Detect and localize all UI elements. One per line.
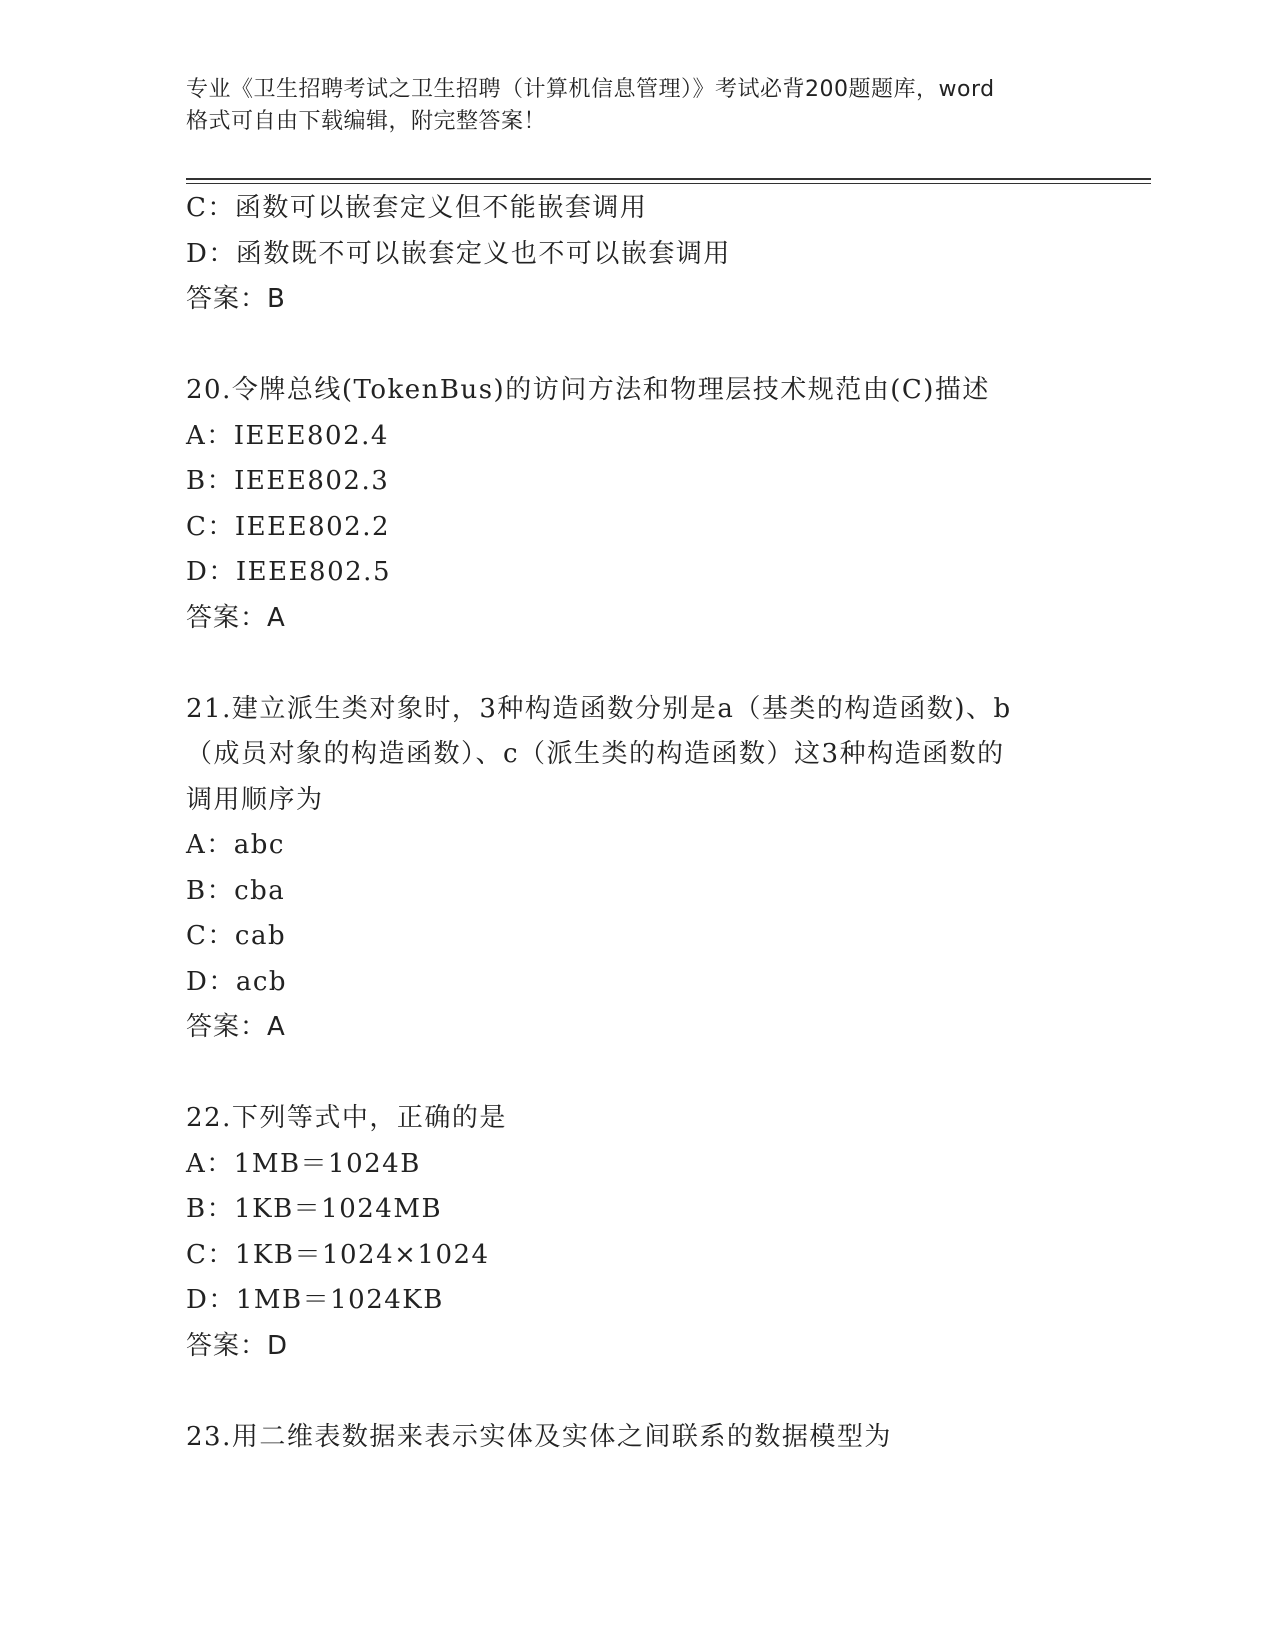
- question-23: [186, 1415, 1086, 1461]
- question-21: [186, 687, 1086, 1051]
- option-a: A：IEEE802.4: [186, 420, 389, 451]
- answer-line: 答案：D: [186, 1330, 289, 1361]
- option-b: B：1KB＝1024MB: [186, 1194, 443, 1224]
- answer-line: 答案：B: [186, 284, 286, 314]
- option-d: D：acb: [186, 966, 288, 997]
- spacer: [186, 1369, 1086, 1415]
- option-d: D：IEEE802.5: [186, 557, 391, 587]
- header-line-2: 格式可自由下载编辑，附完整答案！: [186, 109, 547, 134]
- header-divider-thin: [186, 183, 1151, 184]
- option-a: A：1MB＝1024B: [186, 1148, 421, 1179]
- question-stem-line-1: 21.建立派生类对象时，3种构造函数分别是a（基类的构造函数)、b: [186, 693, 1012, 724]
- option-c: C：1KB＝1024×1024: [186, 1239, 490, 1270]
- option-c: C：函数可以嵌套定义但不能嵌套调用: [186, 193, 648, 223]
- question-stem: 23.用二维表数据来表示实体及实体之间联系的数据模型为: [186, 1421, 892, 1452]
- question-list: [186, 186, 1086, 1460]
- spacer: [186, 641, 1086, 687]
- question-stem-line-3: 调用顺序为: [186, 784, 324, 815]
- answer-line: 答案：A: [186, 602, 286, 633]
- question-20: [186, 368, 1086, 641]
- answer-line: 答案：A: [186, 1012, 286, 1042]
- question-stem: 22.下列等式中，正确的是: [186, 1103, 507, 1133]
- document-header: [186, 74, 1086, 138]
- option-c: C：cab: [186, 921, 287, 951]
- option-b: B：cba: [186, 875, 286, 906]
- question-22: [186, 1096, 1086, 1369]
- spacer: [186, 1051, 1086, 1097]
- option-d: D：1MB＝1024KB: [186, 1285, 444, 1315]
- question-19-fragment: [186, 186, 1086, 323]
- option-a: A：abc: [186, 830, 285, 860]
- question-stem-line-2: （成员对象的构造函数）、c（派生类的构造函数）这3种构造函数的: [186, 739, 1005, 769]
- option-b: B：IEEE802.3: [186, 466, 390, 496]
- question-stem: 20.令牌总线(TokenBus)的访问方法和物理层技术规范由(C)描述: [186, 375, 990, 405]
- spacer: [186, 323, 1086, 369]
- option-d: D：函数既不可以嵌套定义也不可以嵌套调用: [186, 238, 731, 269]
- option-c: C：IEEE802.2: [186, 511, 391, 542]
- header-divider-thick: [186, 178, 1151, 180]
- header-line-1: 专业《卫生招聘考试之卫生招聘（计算机信息管理）》考试必背200题题库，word: [186, 77, 995, 102]
